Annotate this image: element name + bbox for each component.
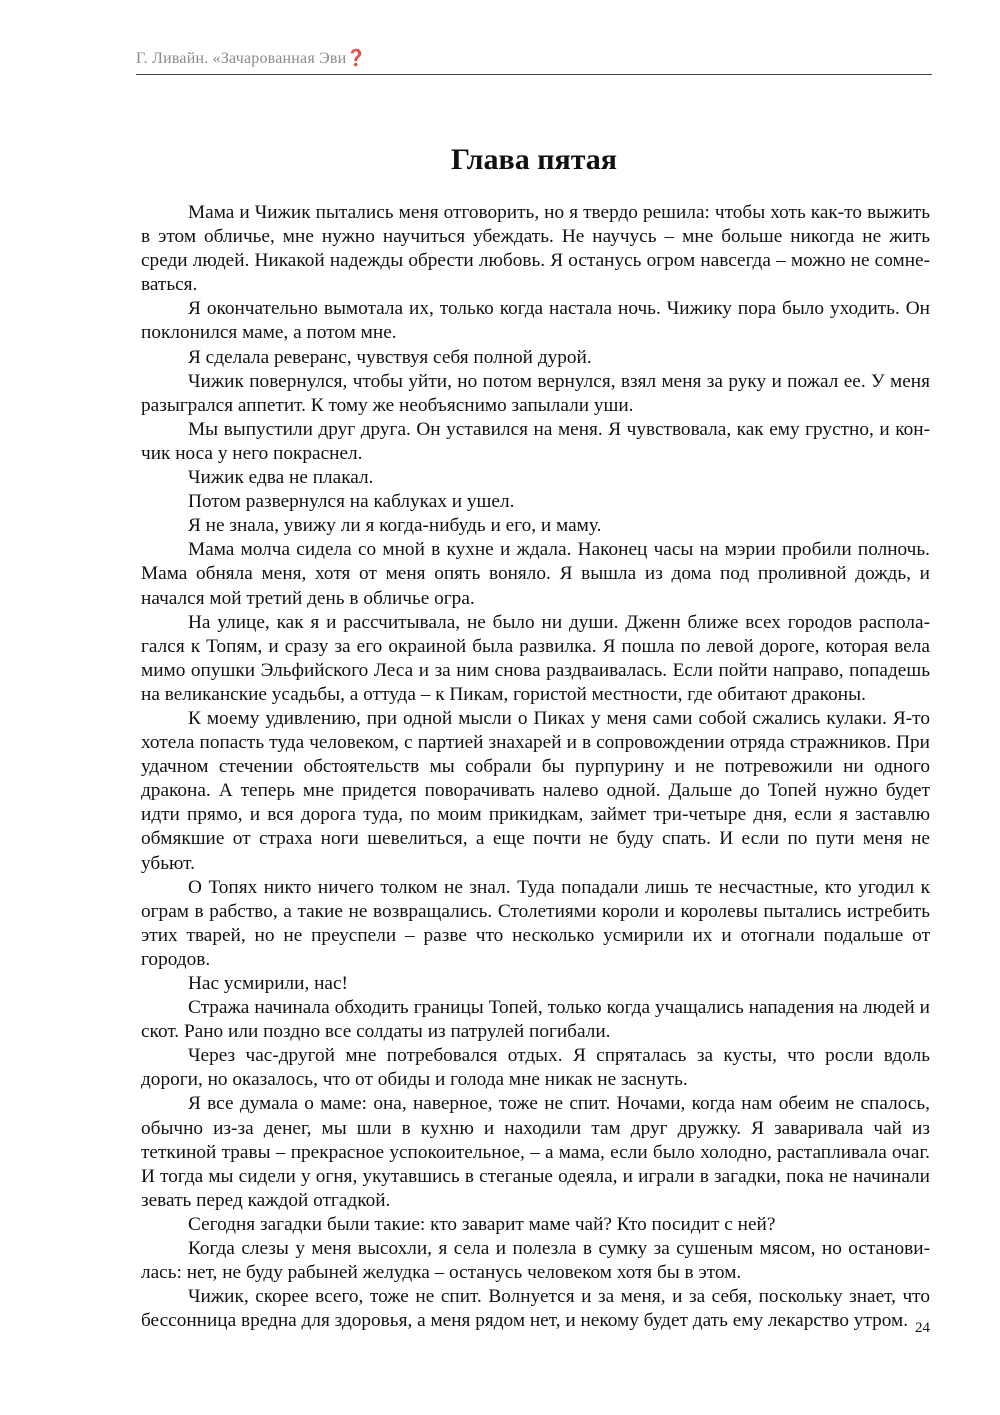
paragraph: Стража начинала обходить границы Топей, только когда учащались нападения на людей и скот. Рано или поздно все солдаты из патрулей погибали.	[141, 997, 930, 1043]
running-header: Г. Ливайн. «Зачарованная Эви❓	[136, 50, 367, 67]
paragraph: Нас усмирили, нас!	[188, 973, 348, 994]
paragraph: Я все думала о маме: она, наверное, тоже не спит. Ночами, когда нам обеим не спалось, обычно из-за денег, мы шли в кухню и находили там друг дружку. Я заваривала чай из теткиной травы – прекрасное успокоительное, – а мама, если было холодно, растапливала очаг. И тогда мы сидели у огня, укутавшись в стеганые одеяла, и играли в загадки, пока не начинали зевать перед каждой отгадкой.	[141, 1093, 930, 1211]
chapter-title: Глава пятая	[450, 143, 618, 176]
paragraph: К моему удивлению, при одной мысли о Пиках у меня сами собой сжались кулаки. Я-то хотела попасть туда человеком, с партией знахарей и в сопровождении отряда стражников. При удачном стечении обстоятельств мы собрали бы пурпурину и не потревожили ни одного дракона. А теперь мне придется поворачивать налево одной. Дальше до Топей нужно будет идти прямо, и вся дорога туда, по моим прикидкам, займет три-четыре дня, если я заставлю обмякшие от страха ноги шевелиться, а еще почти не буду спать. И если по пути меня не убьют.	[141, 707, 930, 874]
page-number: 24	[915, 1320, 930, 1336]
paragraph: Потом развернулся на каблуках и ушел.	[188, 491, 515, 513]
paragraph: Я окончательно вымотала их, только когда настала ночь. Чижику пора было уходить. Он поклонился маме, а потом мне.	[141, 298, 930, 344]
paragraph: Чижик едва не плакал.	[188, 467, 374, 489]
paragraph: Когда слезы у меня высохли, я села и полезла в сумку за сушеным мясом, но остановилась: нет, не буду рабыней желудка – останусь человеком хотя бы в этом.	[141, 1238, 930, 1284]
header-divider	[136, 74, 932, 75]
paragraph: Мы выпустили друг друга. Он уставился на меня. Я чувствовала, как ему грустно, и кончик носа у него покраснел.	[141, 418, 930, 464]
paragraph: Через час-другой мне потребовался отдых. Я спряталась за кусты, что росли вдоль дороги, но оказалось, что от обиды и голода мне никак не заснуть.	[141, 1045, 930, 1091]
paragraph: Я сделала реверанс, чувствуя себя полной дурой.	[188, 346, 592, 368]
paragraph: О Топях никто ничего толком не знал. Туда попадали лишь те несчастные, кто угодил к ограм в рабство, а такие не возвращались. Столетиями короли и королевы пытались истребить этих тварей, но не преуспели – разве что несколько усмирили их и отогнали подальше от городов.	[141, 876, 930, 970]
paragraph: На улице, как я и рассчитывала, не было ни души. Дженн ближе всех городов располагался к Топям, и сразу за его окраиной была развилка. Я пошла по левой дороге, которая вела мимо опушки Эльфийского Леса и за ним снова раздваивалась. Если пойти направо, попадешь на великанские усадьбы, а оттуда – к Пикам, гористой местности, где обитают драконы.	[141, 611, 930, 705]
paragraph: Мама молча сидела со мной в кухне и ждала. Наконец часы на мэрии пробили полночь. Мама обняла меня, хотя от меня опять воняло. Я вышла из дома под проливной дождь, и начался мой третий день в обличье огра.	[141, 539, 930, 609]
paragraph: Я не знала, увижу ли я когда-нибудь и его, и маму.	[188, 515, 602, 537]
chapter-body	[141, 201, 930, 1333]
paragraph: Мама и Чижик пытались меня отговорить, но я твердо решила: чтобы хоть как-то выжить в этом обличье, мне нужно научиться убеждать. Не научусь – мне больше никогда не жить среди людей. Никакой надежды обрести любовь. Я останусь огром навсегда – можно не сомневаться.	[141, 202, 930, 296]
paragraph: Чижик, скорее всего, тоже не спит. Волнуется и за меня, и за себя, поскольку знает, что бессонница вредна для здоровья, а меня рядом нет, и некому будет дать ему лекарство утром.	[141, 1286, 930, 1332]
paragraph: Чижик повернулся, чтобы уйти, но потом вернулся, взял меня за руку и пожал ее. У меня разыгрался аппетит. К тому же необъяснимо запылали уши.	[141, 370, 930, 416]
paragraph: Сегодня загадки были такие: кто заварит маме чай? Кто посидит с ней?	[188, 1213, 776, 1235]
